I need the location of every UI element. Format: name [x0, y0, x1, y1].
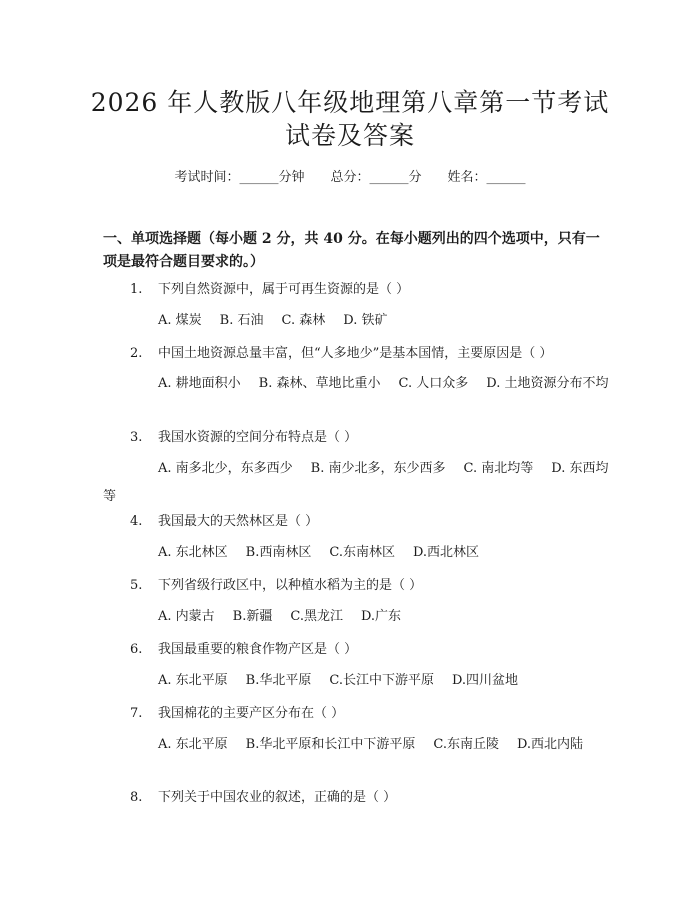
question-number: 1.	[130, 282, 143, 297]
option-c: C. 森林	[281, 313, 326, 328]
question-7	[130, 704, 610, 724]
page-title-line1: 2026 年人教版八年级地理第八章第一节考试	[90, 88, 610, 117]
exam-info-row	[0, 168, 700, 188]
question-8	[130, 788, 610, 808]
question-number: 7.	[130, 706, 143, 721]
option-b: B.华北平原和长江中下游平原	[245, 737, 416, 752]
question-5	[130, 576, 610, 596]
option-d: D. 铁矿	[343, 313, 388, 328]
question-1-options	[103, 307, 613, 335]
option-c: C.长江中下游平原	[329, 673, 434, 688]
question-4	[130, 512, 610, 532]
option-c: C. 人口众多	[398, 376, 469, 391]
question-5-options	[103, 603, 613, 631]
question-stem: 下列关于中国农业的叙述，正确的是（ ）	[158, 790, 397, 805]
option-b: B.西南林区	[245, 545, 312, 560]
question-stem: 我国水资源的空间分布特点是（ ）	[158, 430, 358, 445]
option-c: C.黑龙江	[290, 609, 343, 624]
question-number: 5.	[130, 578, 143, 593]
option-d: D. 土地资源分布不均	[486, 376, 609, 391]
option-b: B. 森林、草地比重小	[258, 376, 381, 391]
option-d: D.西北林区	[412, 545, 480, 560]
question-stem: 我国棉花的主要产区分布在（ ）	[158, 706, 345, 721]
name-field: 姓名：______	[447, 170, 526, 185]
question-7-options	[103, 731, 613, 759]
option-a: A. 南多北少，东多西少	[158, 461, 293, 476]
question-stem: 我国最大的天然林区是（ ）	[158, 514, 319, 529]
question-4-options	[103, 539, 613, 567]
question-stem: 下列省级行政区中，以种植水稻为主的是（ ）	[158, 578, 423, 593]
option-c: C.东南丘陵	[433, 737, 499, 752]
question-stem: 我国最重要的粮食作物产区是（ ）	[158, 642, 358, 657]
option-a: A. 内蒙古	[158, 609, 215, 624]
question-2	[130, 344, 610, 364]
question-number: 3.	[130, 430, 143, 445]
question-6	[130, 640, 610, 660]
total-score-field: 总分：______分	[330, 170, 422, 185]
question-number: 6.	[130, 642, 143, 657]
question-3	[130, 428, 610, 448]
question-3-options	[103, 455, 613, 511]
option-a: A. 东北平原	[158, 737, 228, 752]
option-c: C.东南林区	[329, 545, 395, 560]
question-number: 8.	[130, 790, 143, 805]
option-d: D. 东西均等	[103, 461, 609, 504]
question-number: 2.	[130, 346, 143, 361]
question-number: 4.	[130, 514, 143, 529]
option-a: A. 东北平原	[158, 673, 228, 688]
option-d: D.广东	[360, 609, 402, 624]
option-b: B.新疆	[232, 609, 273, 624]
option-a: A. 东北林区	[158, 545, 228, 560]
question-stem: 中国土地资源总量丰富，但“人多地少”是基本国情，主要原因是（ ）	[158, 346, 553, 361]
question-2-options	[103, 370, 613, 398]
question-1	[130, 280, 610, 300]
option-d: D.西北内陆	[516, 737, 584, 752]
section-heading: 一、单项选择题（每小题 2 分，共 40 分。在每小题列出的四个选项中，只有一项是最符合题目要求的。）	[103, 231, 600, 270]
option-c: C. 南北均等	[463, 461, 534, 476]
exam-time-field: 考试时间：______分钟	[174, 170, 305, 185]
option-d: D.四川盆地	[451, 673, 519, 688]
option-a: A. 煤炭	[158, 313, 202, 328]
question-stem: 下列自然资源中，属于可再生资源的是（ ）	[158, 282, 410, 297]
option-b: B.华北平原	[245, 673, 312, 688]
page-title-line2: 试卷及答案	[284, 121, 415, 150]
option-b: B. 南少北多，东少西多	[310, 461, 446, 476]
option-a: A. 耕地面积小	[158, 376, 241, 391]
option-b: B. 石油	[219, 313, 264, 328]
question-6-options	[103, 667, 613, 695]
